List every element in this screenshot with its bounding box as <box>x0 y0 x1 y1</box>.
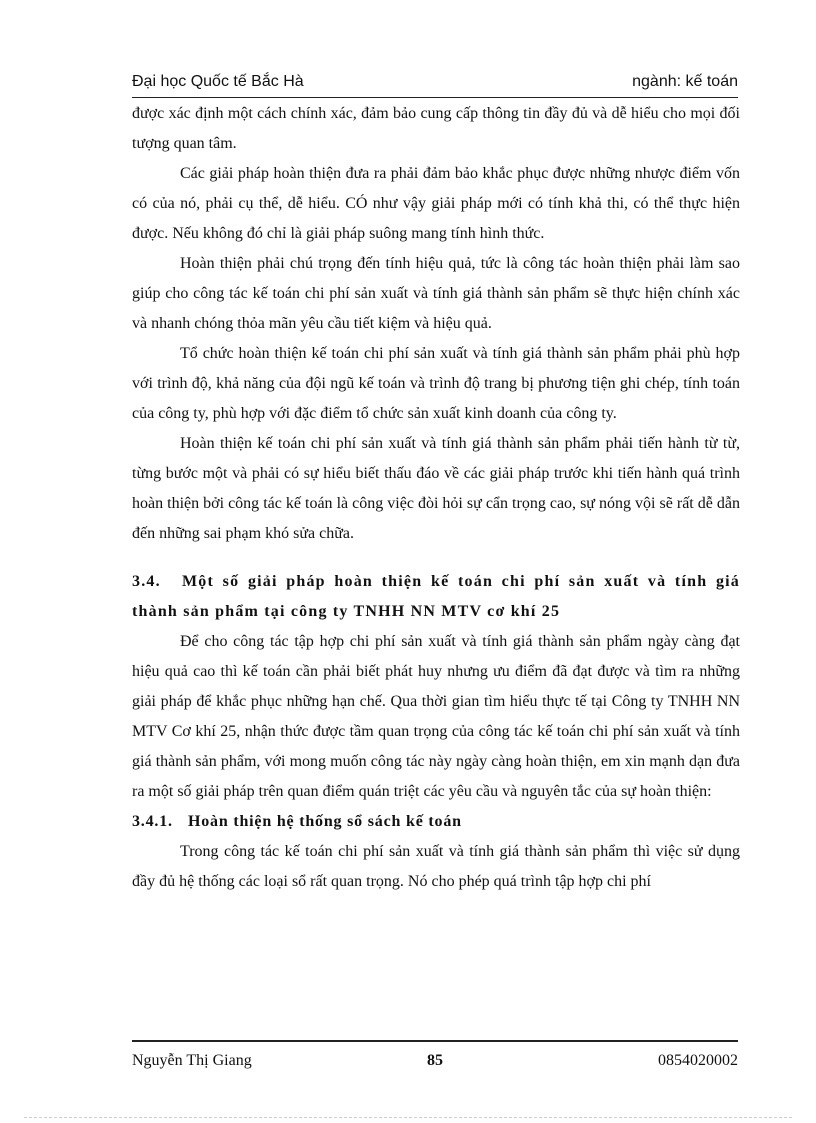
paragraph: Các giải pháp hoàn thiện đưa ra phải đảm bảo khắc phục được những nhược điểm vốn có của nó, phải cụ thể, dễ hiểu. CÓ như vậy giải pháp mới có tính khả thi, có thể thực hiện được. Nếu không đó chỉ là giải pháp suông mang tính hình thức. <box>132 165 740 242</box>
page-content <box>132 99 740 897</box>
section-title: Một số giải pháp hoàn thiện kế toán chi phí sản xuất và tính giá thành sản phẩm tại công ty TNHH NN MTV cơ khí 25 <box>132 573 740 620</box>
page-footer <box>132 1040 738 1069</box>
subsection-title: Hoàn thiện hệ thống sổ sách kế toán <box>188 813 462 830</box>
page-header <box>132 73 738 98</box>
section-heading <box>132 567 740 627</box>
paragraph: Hoàn thiện kế toán chi phí sản xuất và tính giá thành sản phẩm phải tiến hành từ từ, từng bước một và phải có sự hiểu biết thấu đáo về các giải pháp trước khi tiến hành quá trình hoàn thiện bởi công tác kế toán là công việc đòi hỏi sự cẩn trọng cao, sự nóng vội sẽ rất dễ dẫn đến những sai phạm khó sửa chữa. <box>132 435 740 542</box>
paragraph: Trong công tác kế toán chi phí sản xuất và tính giá thành sản phẩm thì việc sử dụng đầy đủ hệ thống các loại sổ rất quan trọng. Nó cho phép quá trình tập hợp chi phí <box>132 843 740 890</box>
section-number: 3.4. <box>132 573 161 590</box>
paragraph-continuation: được xác định một cách chính xác, đảm bảo cung cấp thông tin đầy đủ và dễ hiểu cho mọi đối tượng quan tâm. <box>132 105 740 152</box>
footer-author: Nguyễn Thị Giang <box>132 1052 252 1069</box>
footer-student-code: 0854020002 <box>658 1052 738 1069</box>
paragraph: Hoàn thiện phải chú trọng đến tính hiệu quả, tức là công tác hoàn thiện phải làm sao giúp cho công tác kế toán chi phí sản xuất và tính giá thành sản phẩm sẽ thực hiện chính xác và nhanh chóng thỏa mãn yêu cầu tiết kiệm và hiệu quả. <box>132 255 740 332</box>
page-bottom-divider <box>24 1117 792 1118</box>
paragraph: Tổ chức hoàn thiện kế toán chi phí sản xuất và tính giá thành sản phẩm phải phù hợp với trình độ, khả năng của đội ngũ kế toán và trình độ trang bị phương tiện ghi chép, tính toán của công ty, phù hợp với đặc điểm tổ chức sản xuất kinh doanh của công ty. <box>132 345 740 422</box>
subsection-number: 3.4.1. <box>132 813 173 830</box>
paragraph: Để cho công tác tập hợp chi phí sản xuất và tính giá thành sản phẩm ngày càng đạt hiệu quả cao thì kế toán cần phải biết phát huy nhưng ưu điểm đã đạt được và tìm ra những giải pháp để khắc phục những hạn chế. Qua thời gian tìm hiểu thực tế tại Công ty TNHH NN MTV Cơ khí 25, nhận thức được tầm quan trọng của công tác kế toán chi phí sản xuất và tính giá thành sản phẩm, với mong muốn công tác này ngày càng hoàn thiện, em xin mạnh dạn đưa ra một số giải pháp trên quan điểm quán triệt các yêu cầu và nguyên tắc của sự hoàn thiện: <box>132 633 740 800</box>
footer-page-number: 85 <box>427 1052 443 1069</box>
subsection-heading <box>132 807 740 837</box>
header-major: ngành: kế toán <box>632 73 738 90</box>
header-university: Đại học Quốc tế Bắc Hà <box>132 73 304 90</box>
